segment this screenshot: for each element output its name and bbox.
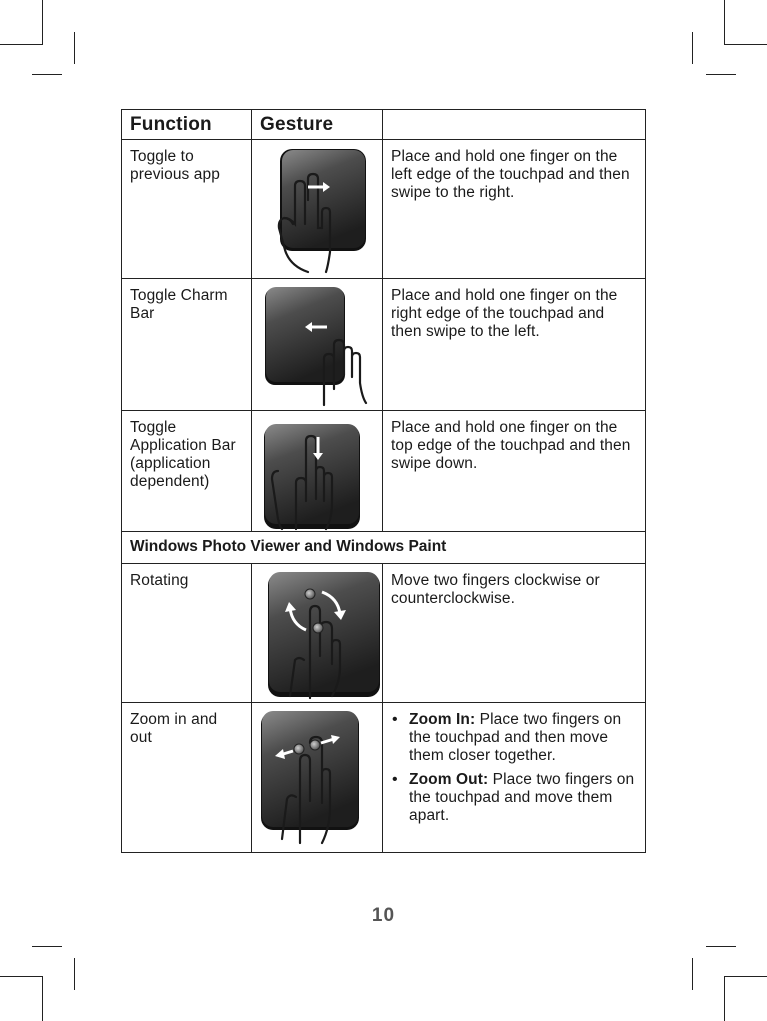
description-cell: Place and hold one finger on the right edge of the touchpad and then swipe to the left. [383, 279, 646, 411]
table-row [122, 703, 646, 853]
table-row [122, 279, 646, 411]
header-gesture: Gesture [252, 110, 383, 140]
description-cell: Move two fingers clockwise or counterclockwise. [383, 564, 646, 703]
description-cell: Place and hold one finger on the left edge of the touchpad and then swipe to the right. [383, 140, 646, 279]
two-finger-pinch-zoom-icon [252, 703, 383, 853]
gesture-cell [252, 564, 383, 703]
bullet-text: Place two fingers on the touchpad and move them apart. [409, 771, 635, 824]
section-header-row [122, 532, 646, 564]
function-cell: Rotating [122, 564, 252, 703]
function-cell: Toggle Application Bar (application dependent) [122, 411, 252, 532]
bullet-label: Zoom In: [409, 711, 476, 728]
swipe-left-from-right-edge-icon [252, 279, 383, 411]
bullet-label: Zoom Out: [409, 771, 489, 788]
gesture-cell [252, 411, 383, 532]
swipe-down-from-top-edge-icon [252, 411, 383, 532]
table-header-row [122, 110, 646, 140]
gesture-cell [252, 703, 383, 853]
table-row [122, 411, 646, 532]
bullet-text: Place two fingers on the touchpad and then move them closer together. [409, 711, 622, 764]
two-finger-rotate-icon [252, 564, 383, 703]
gesture-cell [252, 140, 383, 279]
table-row [122, 564, 646, 703]
zoom-bullet-list [391, 711, 639, 825]
function-cell: Toggle to previous app [122, 140, 252, 279]
description-cell [383, 703, 646, 853]
header-description [383, 110, 646, 140]
function-cell: Zoom in and out [122, 703, 252, 853]
page-number: 10 [371, 905, 396, 926]
description-cell: Place and hold one finger on the top edge of the touchpad and then swipe down. [383, 411, 646, 532]
swipe-right-from-left-edge-icon [252, 140, 383, 279]
list-item [391, 771, 639, 825]
list-item [391, 711, 639, 765]
gesture-cell [252, 279, 383, 411]
table-row [122, 140, 646, 279]
function-cell: Toggle Charm Bar [122, 279, 252, 411]
section-title: Windows Photo Viewer and Windows Paint [122, 532, 646, 564]
header-function: Function [122, 110, 252, 140]
gesture-table [121, 109, 646, 853]
